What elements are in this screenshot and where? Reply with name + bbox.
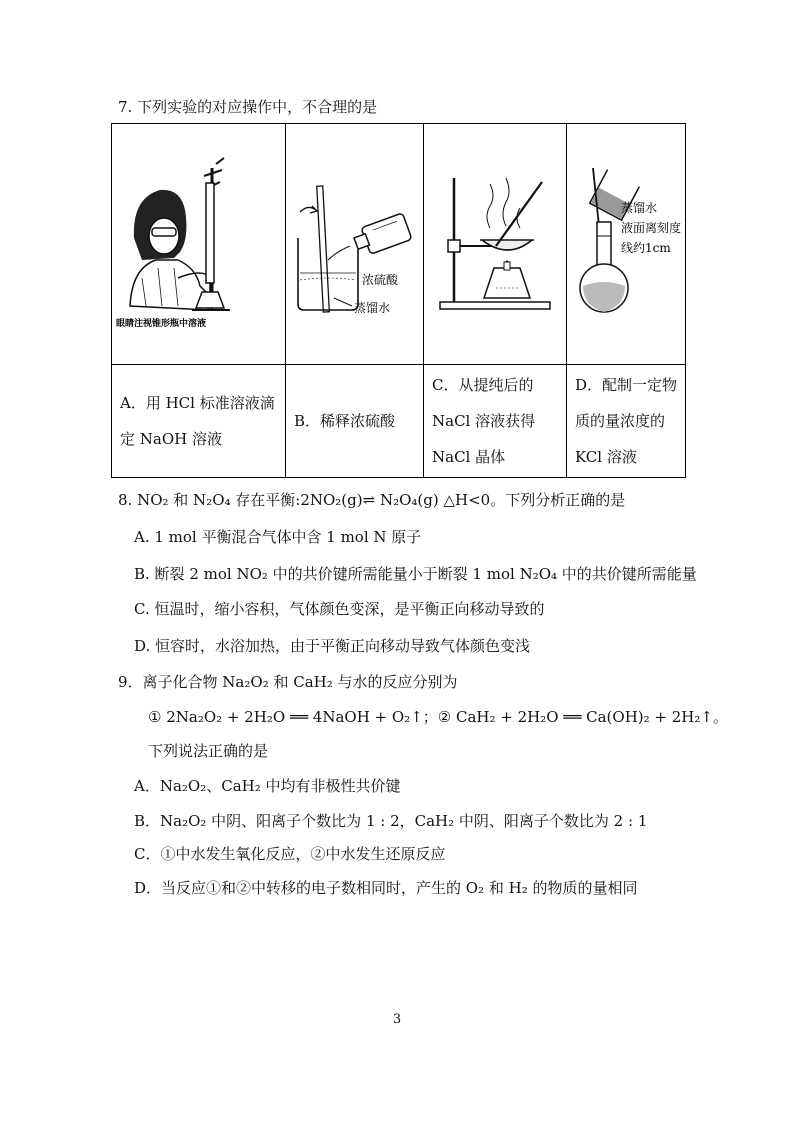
figure-cell-b	[286, 124, 424, 365]
figure-a-caption: 眼睛注视锥形瓶中溶液	[116, 319, 207, 330]
page-number: 3	[392, 1012, 402, 1027]
question-8-stem: 8. NO₂ 和 N₂O₄ 存在平衡:2NO₂(g)⇌ N₂O₄(g) △H<0。下列分析正确的是	[118, 491, 626, 509]
option-7a: A．用 HCl 标准溶液滴 定 NaOH 溶液	[112, 365, 286, 478]
option-8c: C. 恒温时，缩小容积，气体颜色变深，是平衡正向移动导致的	[134, 600, 545, 618]
option-8d: D. 恒容时，水浴加热，由于平衡正向移动导致气体颜色变浅	[134, 637, 531, 655]
question-7-title: 7. 下列实验的对应操作中，不合理的是	[118, 98, 378, 116]
titration-figure	[112, 128, 284, 360]
question-9-prompt: 下列说法正确的是	[148, 742, 269, 760]
dilution-figure	[286, 128, 422, 360]
option-9c: C．①中水发生氧化反应，②中水发生还原反应	[134, 845, 446, 863]
option-9a: A．Na₂O₂、CaH₂ 中均有非极性共价键	[134, 777, 401, 795]
question-9-reactions: ① 2Na₂O₂ + 2H₂O ══ 4NaOH + O₂↑；② CaH₂ + 2H₂O ══ Ca(OH)₂ + 2H₂↑。	[148, 708, 728, 726]
option-8a: A. 1 mol 平衡混合气体中含 1 mol N 原子	[134, 528, 422, 546]
figure-cell-a	[112, 124, 286, 365]
label-d-water: 蒸馏水	[621, 201, 658, 216]
figure-cell-d	[567, 124, 686, 365]
label-distilled-water: 蒸馏水	[354, 301, 391, 316]
figure-cell-c	[424, 124, 567, 365]
option-8b: B. 断裂 2 mol NO₂ 中的共价键所需能量小于断裂 1 mol N₂O₄ 中的共价键所需能量	[134, 565, 697, 583]
label-d-level: 液面离刻度	[621, 221, 682, 236]
option-7c: C．从提纯后的 NaCl 溶液获得 NaCl 晶体	[424, 365, 567, 478]
option-9d: D．当反应①和②中转移的电子数相同时，产生的 O₂ 和 H₂ 的物质的量相同	[134, 879, 638, 897]
experiment-table	[111, 123, 686, 478]
option-9b: B．Na₂O₂ 中阴、阳离子个数比为 1 : 2，CaH₂ 中阴、阳离子个数比为 2 : 1	[134, 812, 648, 830]
volumetric-flask-figure	[567, 128, 684, 360]
evaporation-figure	[424, 128, 565, 360]
option-7d: D．配制一定物 质的量浓度的 KCl 溶液	[567, 365, 686, 478]
label-d-mark: 线约1cm	[621, 241, 671, 256]
label-conc-sulfuric: 浓硫酸	[362, 273, 399, 288]
option-7b: B．稀释浓硫酸	[286, 365, 424, 478]
question-9-stem: 9．离子化合物 Na₂O₂ 和 CaH₂ 与水的反应分别为	[118, 673, 458, 691]
